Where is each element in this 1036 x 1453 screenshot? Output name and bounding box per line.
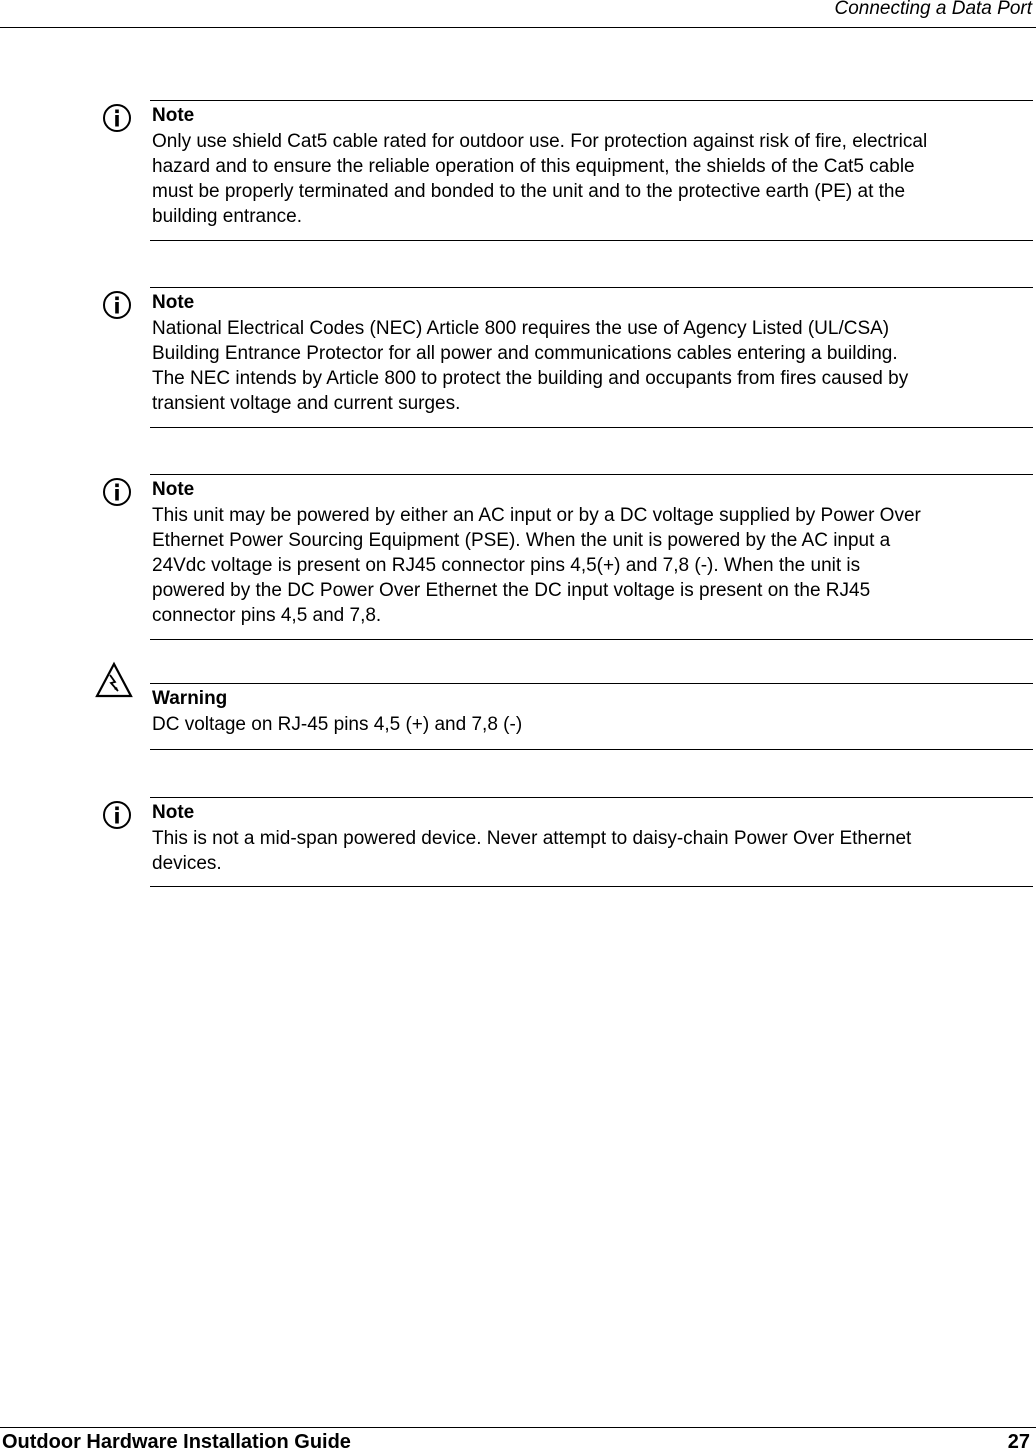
callout-body [152,503,1012,628]
info-icon [101,476,133,508]
callout-label: Note [152,292,195,313]
callout-line: 24Vdc voltage is present on RJ45 connector pins 4,5(+) and 7,8 (-). When the unit is [152,555,861,576]
callout-body [152,316,1012,416]
info-icon [101,799,133,831]
callout-bottom-rule [150,240,1033,241]
callout-bottom-rule [150,427,1033,428]
page-footer [0,1427,1036,1452]
callout-label: Note [152,802,195,823]
electrical-warning-icon [94,661,134,701]
callout-body [152,712,1012,737]
page-number: 27 [1007,1431,1030,1453]
callout-line: powered by the DC Power Over Ethernet the DC input voltage is present on the RJ45 [152,580,871,601]
page-header [0,0,1036,28]
callout-line: This is not a mid-span powered device. Never attempt to daisy-chain Power Over Ethernet [152,828,912,849]
callout-bottom-rule [150,886,1033,887]
callout-bottom-rule [150,639,1033,640]
callout-line: The NEC intends by Article 800 to protect the building and occupants from fires caused by [152,368,909,389]
callout-line: This unit may be powered by either an AC input or by a DC voltage supplied by Power Over [152,505,921,526]
callout-top-rule [150,683,1033,684]
document-title: Outdoor Hardware Installation Guide [2,1431,351,1453]
callout-line: connector pins 4,5 and 7,8. [152,605,382,626]
callout-label: Warning [152,688,228,709]
callout-top-rule [150,474,1033,475]
callout-line: building entrance. [152,206,302,227]
section-title: Connecting a Data Port [834,0,1032,19]
callout-label: Note [152,479,195,500]
callout-line: Building Entrance Protector for all power and communications cables entering a building. [152,343,898,364]
callout-line: transient voltage and current surges. [152,393,461,414]
callout-label: Note [152,105,195,126]
callout-top-rule [150,287,1033,288]
callout-line: Ethernet Power Sourcing Equipment (PSE). When the unit is powered by the AC input a [152,530,891,551]
callout-top-rule [150,100,1033,101]
callout-body [152,129,1012,229]
callout-bottom-rule [150,749,1033,750]
callout-top-rule [150,797,1033,798]
info-icon [101,102,133,134]
info-icon [101,289,133,321]
callout-line: Only use shield Cat5 cable rated for outdoor use. For protection against risk of fire, electrical [152,131,928,152]
callout-line: National Electrical Codes (NEC) Article 800 requires the use of Agency Listed (UL/CSA) [152,318,890,339]
callout-body [152,826,1012,876]
callout-line: devices. [152,853,222,874]
callout-line: must be properly terminated and bonded to the unit and to the protective earth (PE) at the [152,181,906,202]
callout-line: DC voltage on RJ-45 pins 4,5 (+) and 7,8 (-) [152,714,523,735]
callout-line: hazard and to ensure the reliable operation of this equipment, the shields of the Cat5 cable [152,156,915,177]
